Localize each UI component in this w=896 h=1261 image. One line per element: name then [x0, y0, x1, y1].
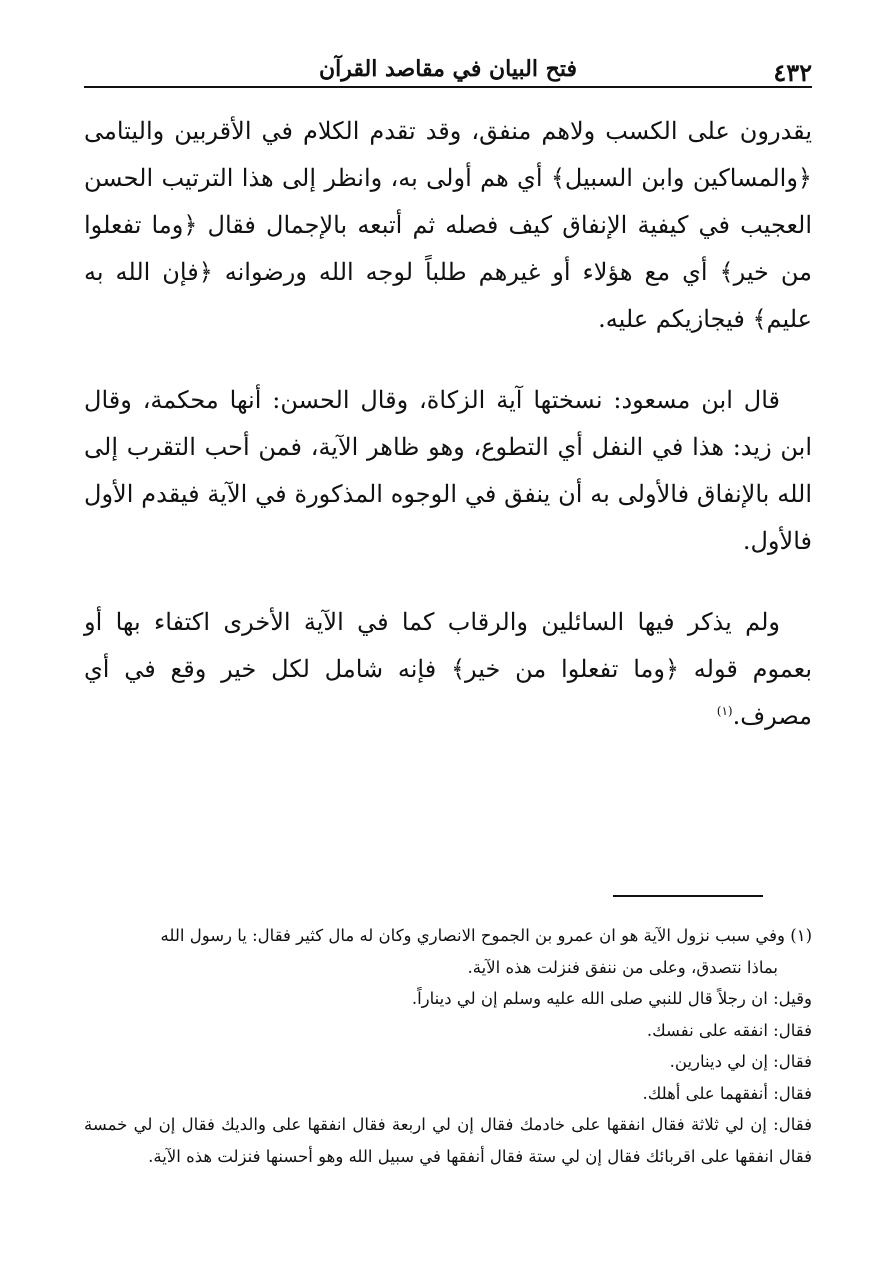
footnote-separator — [613, 895, 763, 897]
page-header — [84, 48, 812, 88]
footnote-reference: (١) — [716, 704, 733, 718]
footnote-line-2: بماذا نتصدق، وعلى من ننفق فنزلت هذه الآية. — [467, 957, 778, 977]
footnote-line-4: فقال: انفقه على نفسك. — [646, 1020, 812, 1040]
footnote-line-6: فقال: أنفقهما على أهلك. — [642, 1083, 812, 1103]
paragraph-1: يقدرون على الكسب ولاهم منفق، وقد تقدم الكلام في الأقربين واليتامى ﴿والمساكين وابن السبيل﴾ أي هم أولى به، وانظر إلى هذا الترتيب الحسن العجيب في كيفية الإنفاق كيف فصله ثم أتبعه بالإجمال فقال ﴿وما تفعلوا من خير﴾ أي مع هؤلاء أو غيرهم طلباً لوجه الله ورضوانه ﴿فإن الله به عليم﴾ فيجازيكم عليه. — [84, 117, 812, 333]
page-number: ٤٣٢ — [773, 58, 812, 87]
running-title: فتح البيان في مقاصد القرآن — [319, 56, 577, 82]
paragraph-2: قال ابن مسعود: نسختها آية الزكاة، وقال الحسن: أنها محكمة، وقال ابن زيد: هذا في النفل أي التطوع، وهو ظاهر الآية، فمن أحب التقرب إلى الله بالإنفاق فالأولى به أن ينفق في الوجوه المذكورة في الآية فيقدم الأول فالأول. — [84, 386, 812, 555]
footnote-line-7: فقال: إن لي ثلاثة فقال انفقها على خادمك فقال إن لي اربعة فقال انفقها على والديك فقال إن لي خمسة فقال انفقها على اقربائك فقال إن لي ستة فقال أنفقها في سبيل الله وهو أحسنها فنزلت هذه الآية. — [84, 1115, 812, 1166]
footnote-line-5: فقال: إن لي دينارين. — [669, 1052, 812, 1071]
paragraph-3-text: ولم يذكر فيها السائلين والرقاب كما في الآية الأخرى اكتفاء بها أو بعموم قوله ﴿وما تفعلوا من خير﴾ فإنه شامل لكل خير وقع في أي مصرف. — [84, 608, 812, 730]
main-text — [84, 108, 812, 740]
footnote-line-1: (١) وفي سبب نزول الآية هو ان عمرو بن الجموح الانصاري وكان له مال كثير فقال: يا رسول الله — [160, 926, 812, 945]
footnotes — [84, 920, 812, 1172]
footnote-line-3: وقيل: ان رجلاً قال للنبي صلى الله عليه وسلم إن لي ديناراً. — [411, 989, 812, 1008]
paragraph-3 — [84, 599, 812, 740]
